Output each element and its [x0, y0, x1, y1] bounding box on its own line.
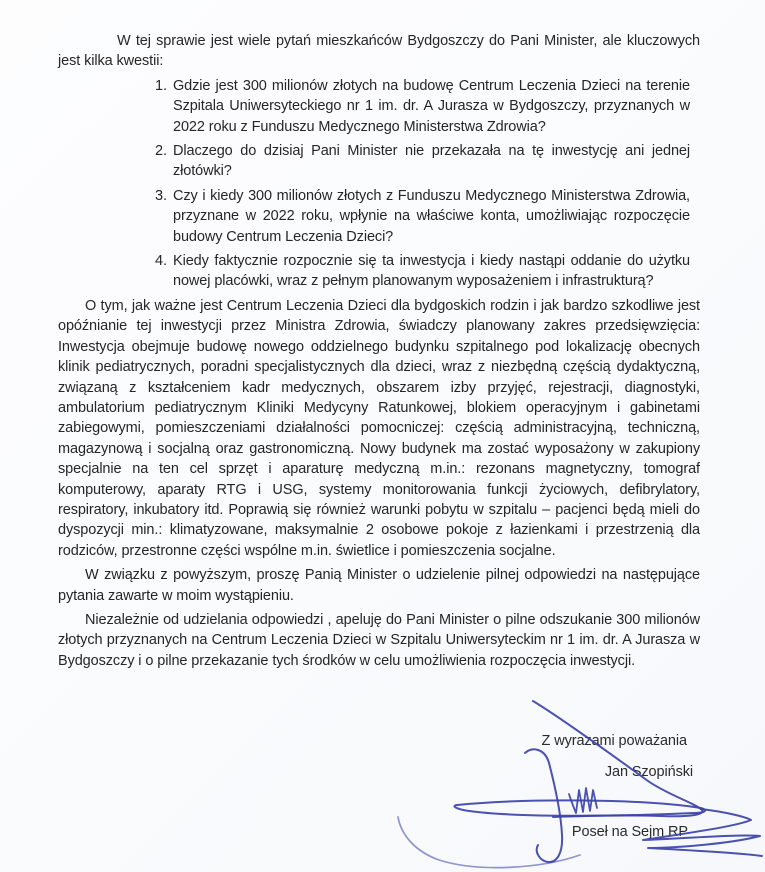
- question-text: Czy i kiedy 300 milionów złotych z Funduszu Medycznego Ministerstwa Zdrowia, przyznane w 2022 roku, wpłynie na właściwe konta, umożliwiając rozpoczęcie budowy Centrum Leczenia Dzieci?: [173, 187, 690, 245]
- signature-stroke-vertical: [525, 749, 562, 862]
- body-paragraph-scope: O tym, jak ważne jest Centrum Leczenia Dzieci dla bydgoskich rodzin i jak bardzo szkodliwe jest opóźnianie tej inwestycji przez Ministra Zdrowia, świadczy planowany zakres przedsięwzięcia: Inwestycja obejmuje budowę nowego oddzielnego budynku szpitalnego pod lokalizację obecnych klinik pediatrycznych, poradni specjalistycznych dla dzieci, wraz z niezbędną częścią dydaktyczną, związaną z kształceniem kadr medycznych, obszarem izby przyjęć, rejestracji, diagnostyki, ambulatorium pediatrycznym Kliniki Medycyny Ratunkowej, blokiem operacyjnym i gabinetami zabiegowymi, pomieszczeniami działalności pomocniczej: częścią administracyjną, techniczną, magazynową i socjalną oraz gastronomiczną. Nowy budynek ma zostać wyposażony w zakupiony specjalnie na ten cel sprzęt i aparaturę medyczną m.in.: rezonans magnetyczny, tomograf komputerowy, aparaty RTG i USG, systemy monitorowania funkcji życiowych, defibrylatory, respiratory, inkubatory itd. Poprawią się również warunki pobytu w szpitalu – pacjenci będą mieli do dyspozycji min.: klimatyzowane, maksymalnie 2 osobowe pokoje z łazienkami i przestrzenią dla rodziców, przestronne części wspólne m.in. świetlice i pomieszczenia socjalne.: [58, 297, 700, 559]
- signature-stroke-diagonal: [533, 701, 702, 817]
- body-paragraph-request: W związku z powyższym, proszę Panią Minister o udzielenie pilnej odpowiedzi na następujące pytania zawarte w moim wystąpieniu.: [58, 567, 700, 604]
- signature-closing: Z wyrazami poważania: [541, 733, 687, 749]
- question-text: Dlaczego do dzisiaj Pani Minister nie przekazała na tę inwestycję ani jednej złotówki?: [173, 143, 690, 180]
- signature-title: Poseł na Sejm RP: [571, 824, 688, 840]
- question-item-3: [155, 186, 690, 247]
- question-text: Kiedy faktycznie rozpocznie się ta inwestycja i kiedy nastąpi oddanie do użytku nowej placówki, wraz z pełnym planowanym wyposażeniem i infrastrukturą?: [173, 253, 690, 290]
- question-item-2: [155, 141, 690, 182]
- question-number: 3.: [155, 187, 167, 204]
- intro-paragraph: W tej sprawie jest wiele pytań mieszkańców Bydgoszczy do Pani Minister, ale kluczowych jest kilka kwestii:: [58, 33, 700, 70]
- question-text: Gdzie jest 300 milionów złotych na budowę Centrum Leczenia Dzieci na terenie Szpitala Uniwersyteckiego nr 1 im. dr. A Jurasza w Bydgoszczy, przyznanych w 2022 roku z Funduszu Medycznego Ministerstwa Zdrowia?: [173, 77, 690, 135]
- questions-list: [58, 76, 700, 292]
- signature-stroke-underflourish: [398, 817, 580, 868]
- question-item-4: [155, 251, 690, 292]
- signature-name: Jan Szopiński: [604, 764, 693, 780]
- question-number: 4.: [155, 253, 167, 270]
- body-paragraph-appeal: Niezależnie od udzielania odpowiedzi , apeluję do Pani Minister o pilne odszukanie 300 milionów złotych przyznanych na Centrum Leczenia Dzieci w Szpitalu Uniwersyteckim nr 1 im. dr. A Jurasza w Bydgoszczy i o pilne przekazanie tych środków w celu umożliwienia rozpoczęcia inwestycji.: [58, 611, 700, 669]
- question-number: 1.: [155, 77, 167, 94]
- question-number: 2.: [155, 143, 167, 160]
- signature-stroke-squiggle: [569, 788, 597, 813]
- signature-stroke-loop: [454, 800, 705, 815]
- question-item-1: [155, 76, 690, 137]
